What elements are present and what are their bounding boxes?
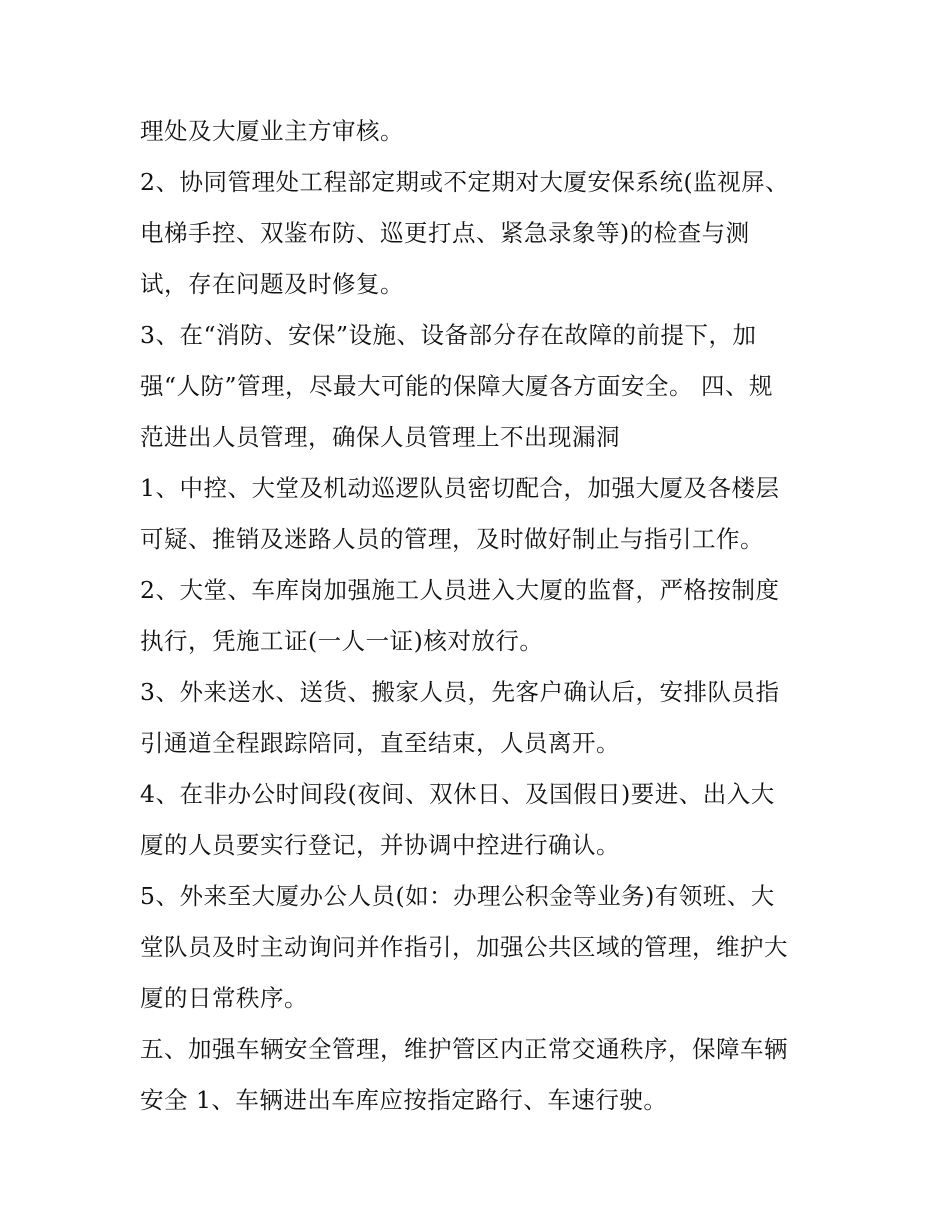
text-line: 厦的日常秩序。 — [140, 984, 308, 1012]
text-line: 1、中控、大堂及机动巡逻队员密切配合，加强大厦及各楼层 — [140, 474, 780, 502]
text-line: 5、外来至大厦办公人员(如：办理公积金等业务)有领班、大 — [140, 882, 775, 910]
text-line: 理处及大厦业主方审核。 — [140, 117, 404, 145]
text-line: 3、在“消防、安保”设施、设备部分存在故障的前提下，加 — [140, 321, 757, 349]
text-line: 3、外来送水、送货、搬家人员，先客户确认后，安排队员指 — [140, 678, 780, 706]
text-line: 电梯手控、双鉴布防、巡更打点、紧急录象等)的检查与测 — [140, 219, 750, 247]
text-line: 可疑、推销及迷路人员的管理，及时做好制止与指引工作。 — [140, 525, 764, 553]
text-line: 2、大堂、车库岗加强施工人员进入大厦的监督，严格按制度 — [140, 576, 780, 604]
text-line: 试，存在问题及时修复。 — [140, 270, 404, 298]
text-line: 强“人防”管理，尽最大可能的保障大厦各方面安全。 四、规 — [140, 372, 773, 400]
text-line: 堂队员及时主动询问并作指引，加强公共区域的管理，维护大 — [140, 933, 788, 961]
text-line: 范进出人员管理，确保人员管理上不出现漏洞 — [140, 423, 620, 451]
text-line: 4、在非办公时间段(夜间、双休日、及国假日)要进、出入大 — [140, 780, 775, 808]
text-line: 安全 1、车辆进出车库应按指定路行、车速行驶。 — [140, 1086, 668, 1114]
text-line: 执行，凭施工证(一人一证)核对放行。 — [140, 627, 544, 655]
document-body — [140, 106, 820, 1126]
text-line: 2、协同管理处工程部定期或不定期对大厦安保系统(监视屏、 — [140, 168, 790, 196]
text-line: 引通道全程跟踪陪同，直至结束，人员离开。 — [140, 729, 620, 757]
text-line: 厦的人员要实行登记，并协调中控进行确认。 — [140, 831, 620, 859]
text-line: 五、加强车辆安全管理，维护管区内正常交通秩序，保障车辆 — [140, 1035, 788, 1063]
